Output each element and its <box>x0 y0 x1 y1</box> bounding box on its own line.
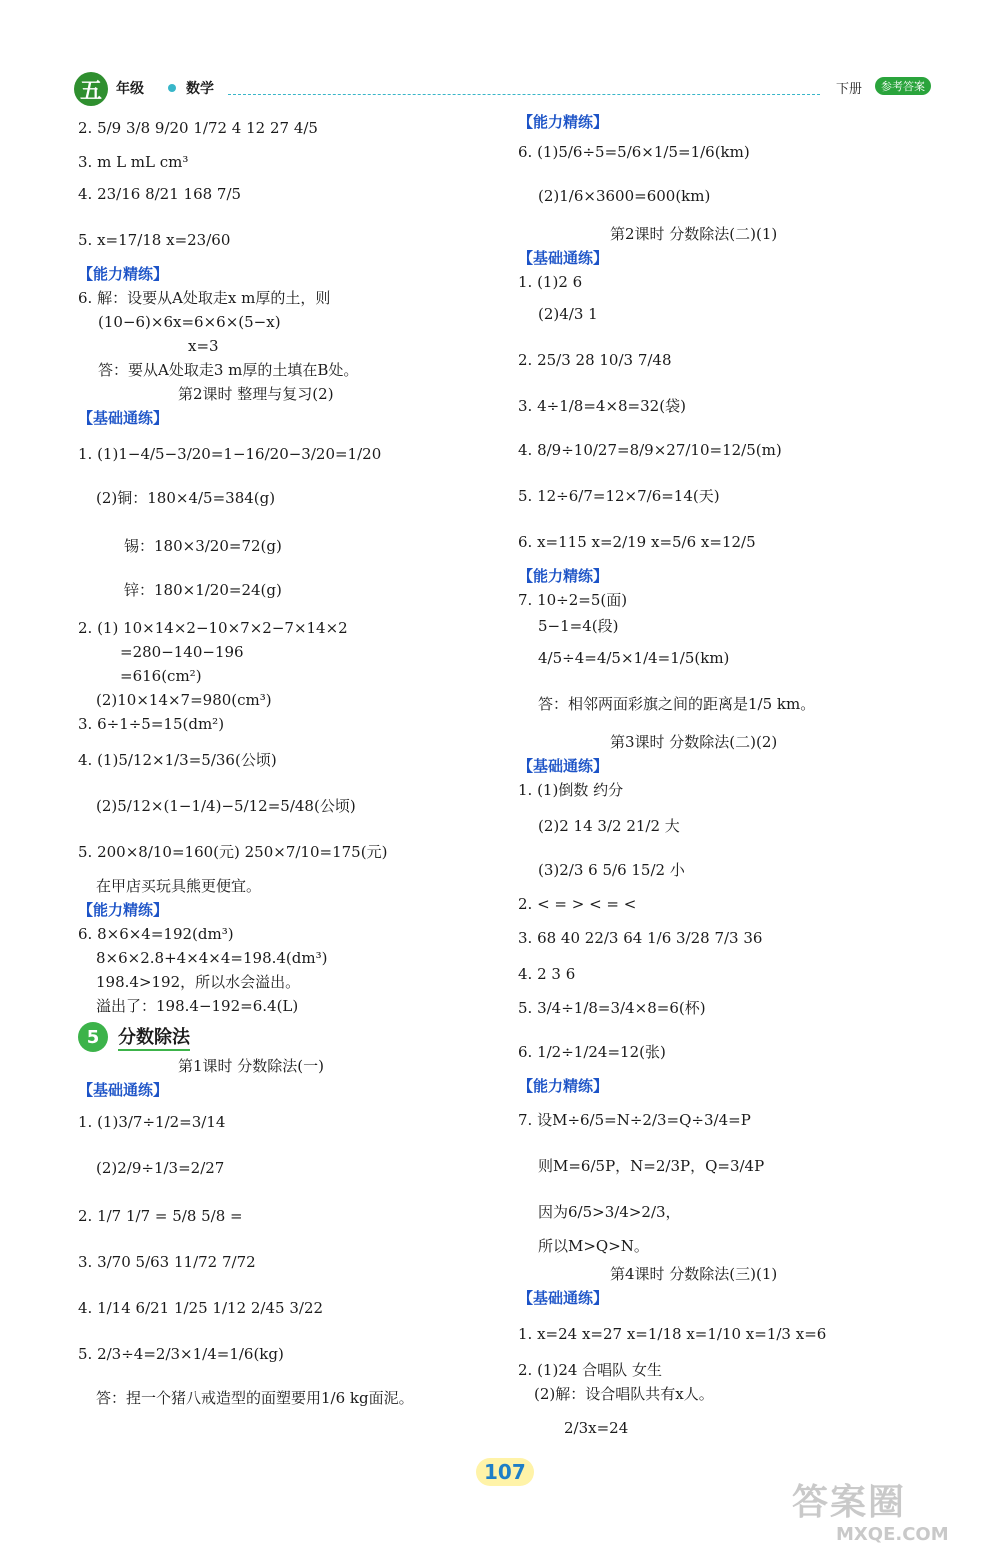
answer-line: 4. (1)5/12×1/3=5/36(公顷) <box>78 751 277 769</box>
section-heading: 【基础通练】 <box>78 1081 169 1099</box>
lesson-title: 第3课时 分数除法(二)(2) <box>610 733 778 751</box>
section-heading: 【基础通练】 <box>518 1289 609 1307</box>
equation-line: 8×6×2.8+4×4×4=198.4(dm³) <box>96 949 328 967</box>
section-heading: 【基础通练】 <box>518 757 609 775</box>
answer-line: 7. 设M÷6/5=N÷2/3=Q÷3/4=P <box>518 1111 751 1129</box>
section-heading: 【基础通练】 <box>78 409 169 427</box>
equation-line: (10−6)×6x=6×6×(5−x) <box>98 313 281 331</box>
answer-statement: 答：相邻两面彩旗之间的距离是1/5 km。 <box>538 695 816 713</box>
answer-line: (2)解：设合唱队共有x人。 <box>534 1385 714 1403</box>
answer-line: 2. (1)24 合唱队 女生 <box>518 1361 662 1379</box>
answer-tag: 参考答案 <box>875 77 931 95</box>
lesson-title: 第1课时 分数除法(一) <box>178 1057 325 1075</box>
answer-line: 6. 1/2÷1/24=12(张) <box>518 1043 666 1061</box>
answer-statement: 因为6/5>3/4>2/3， <box>538 1203 681 1221</box>
answer-line: 1. (1)3/7÷1/2=3/14 <box>78 1113 226 1131</box>
answer-line: (2)铜：180×4/5=384(g) <box>96 489 276 507</box>
answer-line: 2. 25/3 28 10/3 7/48 <box>518 351 672 369</box>
chapter-number: 5 <box>78 1022 108 1052</box>
answer-line: (2)2/9÷1/3=2/27 <box>96 1159 225 1177</box>
lesson-title: 第4课时 分数除法(三)(1) <box>610 1265 778 1283</box>
section-heading: 【能力精练】 <box>518 1077 609 1095</box>
answer-line: 1. (1)1−4/5−3/20=1−16/20−3/20=1/20 <box>78 445 382 463</box>
lesson-title: 第2课时 分数除法(二)(1) <box>610 225 778 243</box>
answer-line: 4. 23/16 8/21 168 7/5 <box>78 185 242 203</box>
answer-line: 3. m L mL cm³ <box>78 153 189 171</box>
equation-line: =280−140−196 <box>120 643 244 661</box>
answer-line: 5. x=17/18 x=23/60 <box>78 231 231 249</box>
section-heading: 【能力精练】 <box>78 265 169 283</box>
section-heading: 【基础通练】 <box>518 249 609 267</box>
answer-line: 5. 12÷6/7=12×7/6=14(天) <box>518 487 720 505</box>
equation-line: 则M=6/5P，N=2/3P，Q=3/4P <box>538 1157 765 1175</box>
section-heading: 【能力精练】 <box>78 901 169 919</box>
answer-line: 4. 2 3 6 <box>518 965 576 983</box>
answer-line: 3. 3/70 5/63 11/72 7/72 <box>78 1253 256 1271</box>
answer-line: (2)10×14×7=980(cm³) <box>96 691 272 709</box>
answer-line: (2)2 14 3/2 21/2 大 <box>538 817 680 835</box>
answer-line: 5. 3/4÷1/8=3/4×8=6(杯) <box>518 999 706 1017</box>
answer-line: 7. 10÷2=5(面) <box>518 591 628 609</box>
grade-label: 年级 <box>116 81 144 97</box>
answer-line: 2. 1/7 1/7 = 5/8 5/8 = <box>78 1207 243 1225</box>
answer-statement: 答：要从A处取走3 m厚的土填在B处。 <box>98 361 359 379</box>
answer-statement: 所以M>Q>N。 <box>538 1237 649 1255</box>
answer-line: 6. (1)5/6÷5=5/6×1/5=1/6(km) <box>518 143 750 161</box>
separator-dot-icon <box>168 84 176 92</box>
volume-label: 下册 <box>836 82 863 97</box>
answer-line: 锡：180×3/20=72(g) <box>124 537 282 555</box>
answer-line: 6. 解：设要从A处取走x m厚的土，则 <box>78 289 331 307</box>
equation-line: 5−1=4(段) <box>538 617 619 635</box>
answer-line: 6. 8×6×4=192(dm³) <box>78 925 234 943</box>
answer-statement: 198.4>192，所以水会溢出。 <box>96 973 301 991</box>
answer-line: 4. 8/9÷10/27=8/9×27/10=12/5(m) <box>518 441 782 459</box>
subject-label: 数学 <box>186 81 214 97</box>
answer-line: 2. (1) 10×14×2−10×7×2−7×14×2 <box>78 619 348 637</box>
page-number: 107 <box>476 1458 534 1486</box>
answer-statement: 在甲店买玩具熊更便宜。 <box>96 877 262 895</box>
watermark-url: MXQE.COM <box>836 1524 949 1545</box>
answer-line: (2)5/12×(1−1/4)−5/12=5/48(公顷) <box>96 797 356 815</box>
answer-line: 1. (1)倒数 约分 <box>518 781 624 799</box>
chapter-title: 分数除法 <box>118 1023 190 1051</box>
answer-line: 4. 1/14 6/21 1/25 1/12 2/45 3/22 <box>78 1299 324 1317</box>
answer-line: 6. x=115 x=2/19 x=5/6 x=12/5 <box>518 533 756 551</box>
answer-line: 3. 68 40 22/3 64 1/6 3/28 7/3 36 <box>518 929 763 947</box>
header-divider <box>228 94 820 95</box>
equation-line: x=3 <box>188 337 219 355</box>
answer-line: 1. (1)2 6 <box>518 273 583 291</box>
chapter-heading <box>78 1022 190 1052</box>
answer-line: (2)1/6×3600=600(km) <box>538 187 711 205</box>
grade-badge: 五 <box>74 72 108 106</box>
answer-line: 3. 4÷1/8=4×8=32(袋) <box>518 397 686 415</box>
answer-line: (3)2/3 6 5/6 15/2 小 <box>538 861 685 879</box>
answer-statement: 答：捏一个猪八戒造型的面塑要用1/6 kg面泥。 <box>96 1389 414 1407</box>
answer-line: 5. 2/3÷4=2/3×1/4=1/6(kg) <box>78 1345 284 1363</box>
equation-line: =616(cm²) <box>120 667 202 685</box>
answer-line: 2. < = > < = < <box>518 895 637 913</box>
answer-line: 锌：180×1/20=24(g) <box>124 581 282 599</box>
watermark-logo: 答案圈 <box>792 1482 907 1523</box>
page-header <box>0 0 1000 104</box>
answer-line: 2. 5/9 3/8 9/20 1/72 4 12 27 4/5 <box>78 119 318 137</box>
answer-line: 5. 200×8/10=160(元) 250×7/10=175(元) <box>78 843 388 861</box>
answer-statement: 溢出了：198.4−192=6.4(L) <box>96 997 299 1015</box>
lesson-title: 第2课时 整理与复习(2) <box>178 385 334 403</box>
section-heading: 【能力精练】 <box>518 567 609 585</box>
answer-line: 1. x=24 x=27 x=1/18 x=1/10 x=1/3 x=6 <box>518 1325 827 1343</box>
answer-line: 3. 6÷1÷5=15(dm²) <box>78 715 225 733</box>
equation-line: 2/3x=24 <box>564 1419 629 1437</box>
equation-line: 4/5÷4=4/5×1/4=1/5(km) <box>538 649 730 667</box>
section-heading: 【能力精练】 <box>518 113 609 131</box>
answer-line: (2)4/3 1 <box>538 305 598 323</box>
